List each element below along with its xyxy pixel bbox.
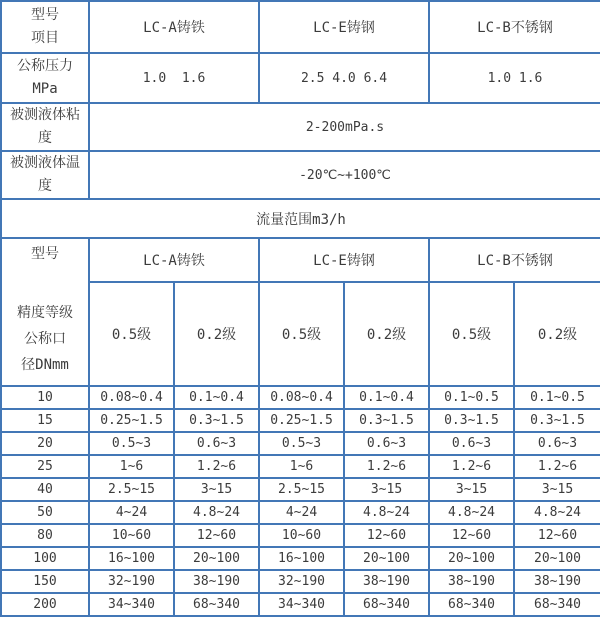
range-cell: 0.3~1.5 <box>429 409 514 432</box>
range-cell: 34~340 <box>89 593 174 616</box>
range-cell: 0.08~0.4 <box>259 386 344 409</box>
model2-header-lce: LC-E铸钢 <box>259 238 429 282</box>
range-cell: 0.1~0.5 <box>514 386 600 409</box>
model-header-lcb: LC-B不锈钢 <box>429 1 600 53</box>
range-cell: 34~340 <box>259 593 344 616</box>
range-cell: 10~60 <box>89 524 174 547</box>
table-row-dn100 <box>1 547 600 570</box>
range-cell: 0.08~0.4 <box>89 386 174 409</box>
viscosity-value: 2-200mPa.s <box>89 103 600 151</box>
table-row-dn20 <box>1 432 600 455</box>
accuracy-class-cell: 0.5级 <box>259 282 344 386</box>
range-cell: 0.1~0.5 <box>429 386 514 409</box>
pressure-label-line2: MPa <box>32 81 58 97</box>
range-cell: 38~190 <box>344 570 429 593</box>
corner2-model-label: 型号 <box>31 246 59 262</box>
model2-header-lcb: LC-B不锈钢 <box>429 238 600 282</box>
corner2-dn-line2: 公称口 <box>24 331 66 347</box>
range-cell: 0.6~3 <box>344 432 429 455</box>
table-row-dn150 <box>1 570 600 593</box>
range-cell: 12~60 <box>514 524 600 547</box>
range-cell: 4.8~24 <box>429 501 514 524</box>
table-row-dn10 <box>1 386 600 409</box>
range-cell: 0.1~0.4 <box>344 386 429 409</box>
range-cell: 10~60 <box>259 524 344 547</box>
range-cell: 1~6 <box>89 455 174 478</box>
dn-cell: 100 <box>1 547 89 570</box>
table-row-dn15 <box>1 409 600 432</box>
flow-range-banner: 流量范围m3/h <box>1 199 600 238</box>
range-cell: 4.8~24 <box>174 501 259 524</box>
range-cell: 12~60 <box>344 524 429 547</box>
temperature-label-line1: 被测液体温 <box>10 155 80 171</box>
range-cell: 0.1~0.4 <box>174 386 259 409</box>
temperature-label-cell <box>1 151 89 199</box>
table-row-flow-range-banner <box>1 199 600 238</box>
range-cell: 20~100 <box>514 547 600 570</box>
range-cell: 1.2~6 <box>344 455 429 478</box>
dn-cell: 150 <box>1 570 89 593</box>
dn-cell: 80 <box>1 524 89 547</box>
range-cell: 16~100 <box>259 547 344 570</box>
table-row-dn200 <box>1 593 600 616</box>
range-cell: 0.3~1.5 <box>514 409 600 432</box>
range-cell: 20~100 <box>344 547 429 570</box>
dn-cell: 50 <box>1 501 89 524</box>
range-cell: 38~190 <box>514 570 600 593</box>
range-cell: 0.5~3 <box>89 432 174 455</box>
temperature-value: -20℃~+100℃ <box>89 151 600 199</box>
range-cell: 0.6~3 <box>429 432 514 455</box>
table-row-viscosity <box>1 103 600 151</box>
range-cell: 1~6 <box>259 455 344 478</box>
corner2-dn-label <box>17 300 73 378</box>
dn-cell: 40 <box>1 478 89 501</box>
accuracy-class-cell: 0.2级 <box>514 282 600 386</box>
table-row-dn25 <box>1 455 600 478</box>
table-row-dn50 <box>1 501 600 524</box>
accuracy-class-cell: 0.2级 <box>344 282 429 386</box>
corner-header-line2: 项目 <box>31 30 59 46</box>
accuracy-class-cell: 0.5级 <box>89 282 174 386</box>
range-cell: 0.25~1.5 <box>89 409 174 432</box>
table-row-dn40 <box>1 478 600 501</box>
table-row-model-header-2 <box>1 238 600 282</box>
range-cell: 3~15 <box>174 478 259 501</box>
dn-cell: 20 <box>1 432 89 455</box>
range-cell: 16~100 <box>89 547 174 570</box>
model-header-lca: LC-A铸铁 <box>89 1 259 53</box>
range-cell: 0.3~1.5 <box>174 409 259 432</box>
range-cell: 4~24 <box>89 501 174 524</box>
table-row-pressure <box>1 53 600 103</box>
viscosity-label-line2: 度 <box>38 130 52 146</box>
range-cell: 4.8~24 <box>514 501 600 524</box>
range-cell: 2.5~15 <box>259 478 344 501</box>
corner-header-line1: 型号 <box>31 7 59 23</box>
range-cell: 12~60 <box>429 524 514 547</box>
pressure-value-lcb: 1.0 1.6 <box>429 53 600 103</box>
corner-header-cell <box>1 1 89 53</box>
range-cell: 68~340 <box>174 593 259 616</box>
pressure-label-cell <box>1 53 89 103</box>
range-cell: 3~15 <box>429 478 514 501</box>
range-cell: 12~60 <box>174 524 259 547</box>
range-cell: 1.2~6 <box>174 455 259 478</box>
model2-header-lca: LC-A铸铁 <box>89 238 259 282</box>
range-cell: 38~190 <box>429 570 514 593</box>
range-cell: 0.5~3 <box>259 432 344 455</box>
range-cell: 68~340 <box>514 593 600 616</box>
range-cell: 20~100 <box>429 547 514 570</box>
range-cell: 2.5~15 <box>89 478 174 501</box>
dn-cell: 200 <box>1 593 89 616</box>
dn-cell: 25 <box>1 455 89 478</box>
viscosity-label-line1: 被测液体粘 <box>10 107 80 123</box>
table-row-model-header <box>1 1 600 53</box>
accuracy-class-cell: 0.5级 <box>429 282 514 386</box>
range-cell: 32~190 <box>89 570 174 593</box>
range-cell: 0.6~3 <box>174 432 259 455</box>
corner-header-2 <box>2 239 88 385</box>
pressure-label-line1: 公称压力 <box>17 58 73 74</box>
range-cell: 4.8~24 <box>344 501 429 524</box>
range-cell: 0.3~1.5 <box>344 409 429 432</box>
temperature-label-line2: 度 <box>38 178 52 194</box>
range-cell: 4~24 <box>259 501 344 524</box>
corner-header-2-cell <box>1 238 89 386</box>
pressure-value-lce: 2.5 4.0 6.4 <box>259 53 429 103</box>
model-header-lce: LC-E铸钢 <box>259 1 429 53</box>
range-cell: 32~190 <box>259 570 344 593</box>
viscosity-label-cell <box>1 103 89 151</box>
range-cell: 0.6~3 <box>514 432 600 455</box>
table-row-accuracy-class <box>1 282 600 386</box>
range-cell: 3~15 <box>344 478 429 501</box>
pressure-value-lca: 1.0 1.6 <box>89 53 259 103</box>
range-cell: 20~100 <box>174 547 259 570</box>
range-cell: 3~15 <box>514 478 600 501</box>
table-row-dn80 <box>1 524 600 547</box>
corner2-dn-line3: 径DNmm <box>21 357 69 373</box>
range-cell: 38~190 <box>174 570 259 593</box>
table-row-temperature <box>1 151 600 199</box>
corner2-dn-line1: 精度等级 <box>17 305 73 321</box>
dn-cell: 15 <box>1 409 89 432</box>
range-cell: 1.2~6 <box>514 455 600 478</box>
range-cell: 0.25~1.5 <box>259 409 344 432</box>
range-cell: 1.2~6 <box>429 455 514 478</box>
range-cell: 68~340 <box>429 593 514 616</box>
accuracy-class-cell: 0.2级 <box>174 282 259 386</box>
range-cell: 68~340 <box>344 593 429 616</box>
dn-cell: 10 <box>1 386 89 409</box>
